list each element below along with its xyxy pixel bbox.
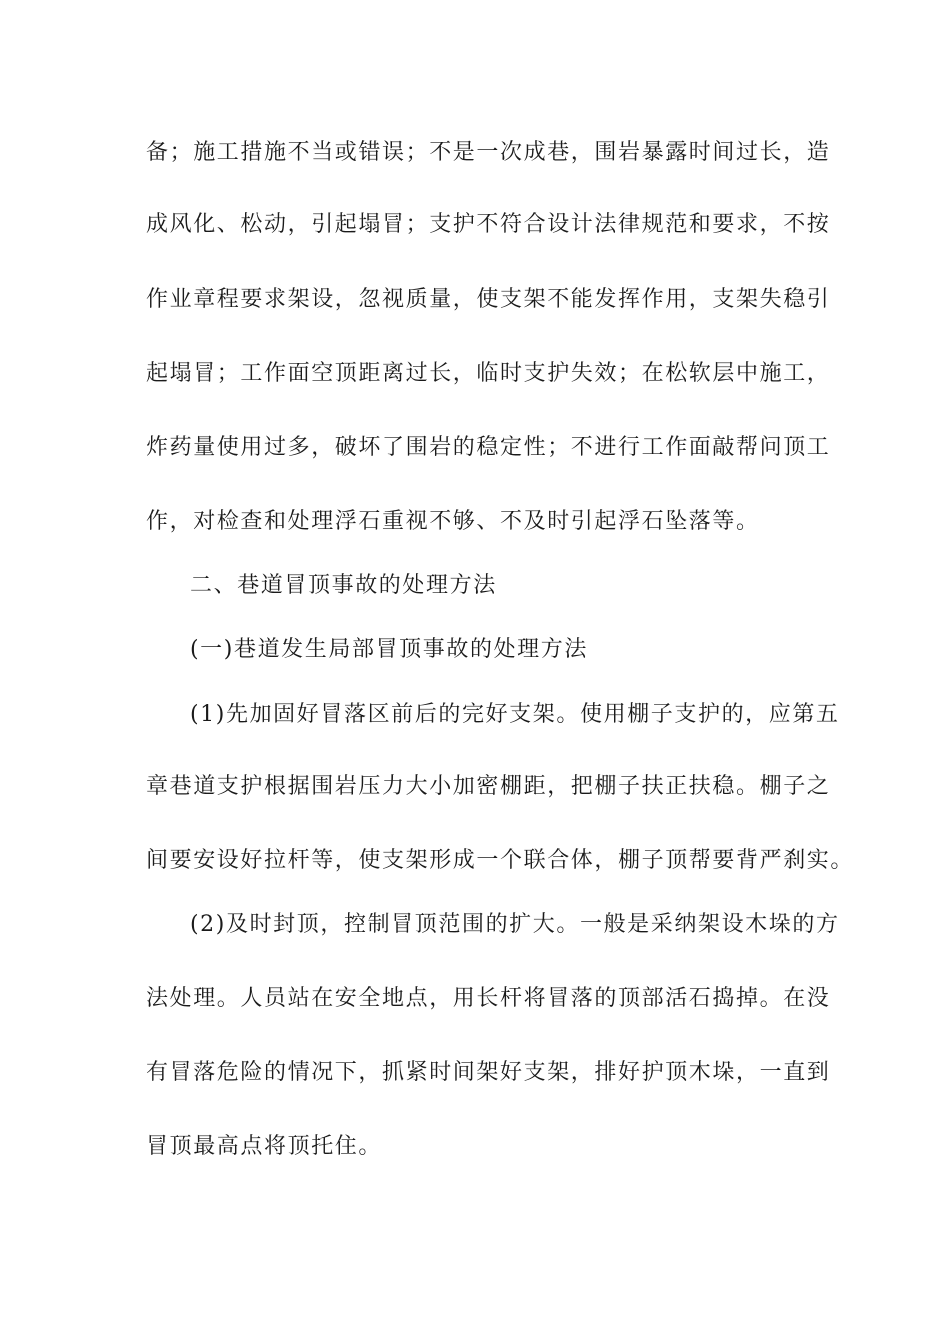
section-heading: 二、巷道冒顶事故的处理方法: [190, 573, 497, 598]
paragraph-line: 成风化、松动，引起塌冒；支护不符合设计法律规范和要求，不按: [146, 212, 831, 237]
paragraph-line: 间要安设好拉杆等，使支架形成一个联合体，棚子顶帮要背严刹实。: [146, 848, 855, 873]
paragraph-line: (2)及时封顶，控制冒顶范围的扩大。一般是采纳架设木垛的方: [190, 912, 840, 937]
paragraph-line: 章巷道支护根据围岩压力大小加密棚距，把棚子扶正扶稳。棚子之: [146, 774, 831, 799]
paragraph-line: 冒顶最高点将顶托住。: [146, 1134, 383, 1159]
paragraph-line: (1)先加固好冒落区前后的完好支架。使用棚子支护的，应第五: [190, 702, 840, 727]
paragraph-line: 炸药量使用过多，破坏了围岩的稳定性；不进行工作面敲帮问顶工: [146, 435, 831, 460]
paragraph-line: 起塌冒；工作面空顶距离过长，临时支护失效；在松软层中施工，: [146, 361, 831, 386]
paragraph-line: 备；施工措施不当或错误；不是一次成巷，围岩暴露时间过长，造: [146, 140, 831, 165]
paragraph-line: 法处理。人员站在安全地点，用长杆将冒落的顶部活石捣掉。在没: [146, 986, 831, 1011]
paragraph-line: 作业章程要求架设，忽视质量，使支架不能发挥作用，支架失稳引: [146, 287, 831, 312]
paragraph-line: 作，对检查和处理浮石重视不够、不及时引起浮石坠落等。: [146, 509, 760, 534]
subsection-heading: (一)巷道发生局部冒顶事故的处理方法: [190, 637, 588, 662]
paragraph-line: 有冒落危险的情况下，抓紧时间架好支架，排好护顶木垛，一直到: [146, 1060, 831, 1085]
